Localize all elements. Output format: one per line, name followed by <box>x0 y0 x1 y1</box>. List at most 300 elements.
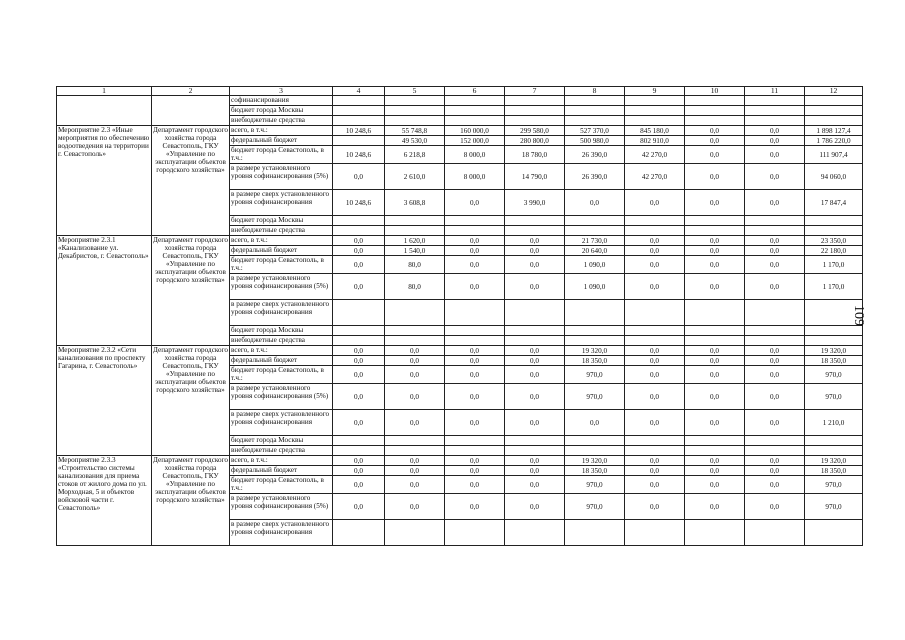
value-cell: 0,0 <box>745 126 805 136</box>
value-cell: 0,0 <box>685 164 745 190</box>
column-header-3: 3 <box>230 87 333 96</box>
value-cell: 10 248,6 <box>333 190 385 216</box>
value-cell: 0,0 <box>385 494 445 520</box>
value-cell: 500 980,0 <box>565 136 625 146</box>
source-cell: в размере сверх установленного уровня софинансирования <box>230 520 333 546</box>
value-cell: 0,0 <box>685 476 745 494</box>
value-cell <box>385 520 445 546</box>
value-cell: 18 350,0 <box>805 356 863 366</box>
value-cell <box>625 106 685 116</box>
value-cell <box>625 116 685 126</box>
value-cell: 970,0 <box>565 494 625 520</box>
value-cell: 19 320,0 <box>805 456 863 466</box>
value-cell: 970,0 <box>565 384 625 410</box>
value-cell: 299 580,0 <box>505 126 565 136</box>
value-cell: 21 730,0 <box>565 236 625 246</box>
responsible-cell <box>152 96 230 126</box>
value-cell <box>445 336 505 346</box>
value-cell: 0,0 <box>685 346 745 356</box>
value-cell: 970,0 <box>805 476 863 494</box>
value-cell <box>505 226 565 236</box>
value-cell <box>445 116 505 126</box>
value-cell <box>805 96 863 106</box>
value-cell: 0,0 <box>685 256 745 274</box>
value-cell: 0,0 <box>445 190 505 216</box>
value-cell: 0,0 <box>385 456 445 466</box>
source-cell: бюджет города Москвы <box>230 216 333 226</box>
value-cell <box>805 520 863 546</box>
value-cell: 0,0 <box>445 356 505 366</box>
value-cell <box>445 96 505 106</box>
source-cell: внебюджетные средства <box>230 446 333 456</box>
value-cell: 0,0 <box>385 384 445 410</box>
source-cell: федеральный бюджет <box>230 246 333 256</box>
value-cell: 3 608,8 <box>385 190 445 216</box>
value-cell <box>333 226 385 236</box>
value-cell: 18 780,0 <box>505 146 565 164</box>
measure-name-cell: Мероприятие 2.3.1 «Канализование ул. Декабристов, г. Севастополь» <box>57 236 152 346</box>
value-cell <box>805 446 863 456</box>
value-cell: 0,0 <box>565 190 625 216</box>
value-cell <box>685 216 745 226</box>
value-cell: 0,0 <box>445 346 505 356</box>
value-cell <box>685 520 745 546</box>
value-cell <box>745 216 805 226</box>
value-cell: 970,0 <box>565 476 625 494</box>
value-cell: 42 270,0 <box>625 146 685 164</box>
value-cell: 0,0 <box>685 366 745 384</box>
value-cell <box>385 216 445 226</box>
value-cell <box>565 300 625 326</box>
value-cell <box>445 226 505 236</box>
value-cell: 0,0 <box>385 366 445 384</box>
value-cell <box>745 96 805 106</box>
value-cell: 0,0 <box>625 366 685 384</box>
value-cell: 1 170,0 <box>805 256 863 274</box>
value-cell <box>505 216 565 226</box>
value-cell <box>745 436 805 446</box>
value-cell: 1 090,0 <box>565 274 625 300</box>
source-cell: в размере сверх установленного уровня софинансирования <box>230 300 333 326</box>
value-cell <box>805 226 863 236</box>
value-cell <box>745 106 805 116</box>
value-cell: 0,0 <box>745 236 805 246</box>
value-cell: 0,0 <box>385 346 445 356</box>
value-cell: 0,0 <box>625 346 685 356</box>
value-cell <box>805 436 863 446</box>
value-cell: 0,0 <box>333 164 385 190</box>
column-header-7: 7 <box>505 87 565 96</box>
value-cell: 0,0 <box>505 466 565 476</box>
value-cell <box>385 226 445 236</box>
value-cell <box>385 336 445 346</box>
column-header-11: 11 <box>745 87 805 96</box>
value-cell: 80,0 <box>385 256 445 274</box>
value-cell <box>745 226 805 236</box>
value-cell <box>565 226 625 236</box>
value-cell: 0,0 <box>505 236 565 246</box>
value-cell: 0,0 <box>685 126 745 136</box>
value-cell: 6 218,8 <box>385 146 445 164</box>
value-cell <box>745 326 805 336</box>
value-cell: 55 748,8 <box>385 126 445 136</box>
value-cell <box>565 520 625 546</box>
value-cell <box>685 436 745 446</box>
value-cell <box>625 446 685 456</box>
value-cell: 3 990,0 <box>505 190 565 216</box>
value-cell: 0,0 <box>625 466 685 476</box>
page-number: 109 <box>851 305 866 326</box>
value-cell: 0,0 <box>445 274 505 300</box>
value-cell: 0,0 <box>745 476 805 494</box>
value-cell: 0,0 <box>385 410 445 436</box>
value-cell: 0,0 <box>385 466 445 476</box>
value-cell: 0,0 <box>333 246 385 256</box>
source-cell: всего, в т.ч.: <box>230 456 333 466</box>
value-cell: 80,0 <box>385 274 445 300</box>
measure-name-cell <box>57 96 152 126</box>
source-cell: бюджет города Севастополь, в т.ч.: <box>230 146 333 164</box>
value-cell <box>385 116 445 126</box>
source-cell: внебюджетные средства <box>230 336 333 346</box>
value-cell: 2 610,0 <box>385 164 445 190</box>
value-cell: 19 320,0 <box>565 456 625 466</box>
value-cell: 0,0 <box>333 366 385 384</box>
value-cell: 0,0 <box>445 384 505 410</box>
value-cell: 0,0 <box>685 410 745 436</box>
source-cell: в размере установленного уровня софинансирования (5%) <box>230 384 333 410</box>
value-cell <box>445 300 505 326</box>
value-cell <box>685 226 745 236</box>
value-cell <box>505 300 565 326</box>
value-cell <box>565 96 625 106</box>
source-cell: бюджет города Москвы <box>230 436 333 446</box>
value-cell: 0,0 <box>505 274 565 300</box>
financing-table-sheet <box>56 86 862 546</box>
value-cell: 20 640,0 <box>565 246 625 256</box>
value-cell: 22 180,0 <box>805 246 863 256</box>
value-cell: 0,0 <box>685 190 745 216</box>
value-cell: 0,0 <box>333 410 385 436</box>
value-cell: 0,0 <box>745 164 805 190</box>
value-cell <box>333 216 385 226</box>
value-cell: 0,0 <box>625 356 685 366</box>
value-cell: 0,0 <box>625 384 685 410</box>
value-cell: 8 000,0 <box>445 164 505 190</box>
value-cell: 0,0 <box>745 466 805 476</box>
value-cell: 0,0 <box>445 476 505 494</box>
value-cell <box>805 336 863 346</box>
value-cell: 0,0 <box>745 274 805 300</box>
value-cell <box>505 326 565 336</box>
value-cell <box>685 96 745 106</box>
value-cell <box>745 446 805 456</box>
value-cell <box>685 336 745 346</box>
value-cell: 1 170,0 <box>805 274 863 300</box>
value-cell <box>445 326 505 336</box>
value-cell <box>505 436 565 446</box>
value-cell: 0,0 <box>625 456 685 466</box>
source-cell: всего, в т.ч.: <box>230 126 333 136</box>
responsible-cell: Департамент городского хозяйства города Севастополь, ГКУ «Управление по эксплуатации объектов городского хозяйства» <box>152 456 230 546</box>
value-cell: 0,0 <box>685 384 745 410</box>
value-cell: 527 370,0 <box>565 126 625 136</box>
table-row <box>57 126 863 136</box>
value-cell: 0,0 <box>333 456 385 466</box>
value-cell <box>445 446 505 456</box>
column-header-4: 4 <box>333 87 385 96</box>
value-cell: 0,0 <box>385 476 445 494</box>
value-cell <box>685 106 745 116</box>
value-cell: 280 800,0 <box>505 136 565 146</box>
value-cell <box>385 436 445 446</box>
value-cell: 14 790,0 <box>505 164 565 190</box>
value-cell <box>333 326 385 336</box>
value-cell <box>333 136 385 146</box>
value-cell: 0,0 <box>505 366 565 384</box>
value-cell: 0,0 <box>745 190 805 216</box>
value-cell: 0,0 <box>505 384 565 410</box>
value-cell: 0,0 <box>445 256 505 274</box>
source-cell: федеральный бюджет <box>230 136 333 146</box>
value-cell: 0,0 <box>745 136 805 146</box>
value-cell: 26 390,0 <box>565 164 625 190</box>
value-cell: 0,0 <box>505 410 565 436</box>
value-cell <box>625 216 685 226</box>
value-cell: 0,0 <box>625 476 685 494</box>
source-cell: бюджет города Москвы <box>230 106 333 116</box>
value-cell <box>385 300 445 326</box>
value-cell: 0,0 <box>685 146 745 164</box>
table-row <box>57 456 863 466</box>
value-cell <box>505 96 565 106</box>
value-cell: 802 910,0 <box>625 136 685 146</box>
value-cell <box>745 116 805 126</box>
value-cell: 0,0 <box>445 236 505 246</box>
value-cell: 0,0 <box>745 256 805 274</box>
value-cell: 0,0 <box>745 494 805 520</box>
value-cell <box>385 106 445 116</box>
value-cell: 0,0 <box>685 136 745 146</box>
value-cell: 845 180,0 <box>625 126 685 136</box>
value-cell: 0,0 <box>333 466 385 476</box>
value-cell: 970,0 <box>805 366 863 384</box>
value-cell: 10 248,6 <box>333 146 385 164</box>
value-cell: 0,0 <box>445 366 505 384</box>
value-cell: 970,0 <box>565 366 625 384</box>
value-cell: 26 390,0 <box>565 146 625 164</box>
value-cell <box>333 116 385 126</box>
value-cell: 18 350,0 <box>565 466 625 476</box>
value-cell: 970,0 <box>805 384 863 410</box>
value-cell: 0,0 <box>685 236 745 246</box>
value-cell <box>445 436 505 446</box>
value-cell: 0,0 <box>625 274 685 300</box>
source-cell: в размере установленного уровня софинансирования (5%) <box>230 164 333 190</box>
value-cell <box>333 106 385 116</box>
value-cell: 0,0 <box>333 236 385 246</box>
value-cell: 1 620,0 <box>385 236 445 246</box>
value-cell <box>745 336 805 346</box>
value-cell <box>625 520 685 546</box>
value-cell: 19 320,0 <box>565 346 625 356</box>
value-cell: 10 248,6 <box>333 126 385 136</box>
value-cell <box>625 300 685 326</box>
value-cell: 0,0 <box>445 466 505 476</box>
value-cell: 0,0 <box>333 476 385 494</box>
value-cell <box>565 216 625 226</box>
source-cell: бюджет города Севастополь, в т.ч.: <box>230 256 333 274</box>
column-header-5: 5 <box>385 87 445 96</box>
column-header-10: 10 <box>685 87 745 96</box>
source-cell: федеральный бюджет <box>230 356 333 366</box>
value-cell <box>445 106 505 116</box>
value-cell: 0,0 <box>565 410 625 436</box>
value-cell: 0,0 <box>505 476 565 494</box>
value-cell: 1 210,0 <box>805 410 863 436</box>
value-cell: 0,0 <box>685 466 745 476</box>
value-cell <box>625 96 685 106</box>
value-cell <box>565 436 625 446</box>
source-cell: в размере установленного уровня софинансирования (5%) <box>230 274 333 300</box>
value-cell: 1 090,0 <box>565 256 625 274</box>
value-cell <box>333 96 385 106</box>
value-cell <box>565 116 625 126</box>
value-cell: 0,0 <box>745 366 805 384</box>
value-cell <box>565 106 625 116</box>
source-cell: бюджет города Севастополь, в т.ч.: <box>230 476 333 494</box>
value-cell <box>625 436 685 446</box>
value-cell <box>625 336 685 346</box>
value-cell <box>685 326 745 336</box>
column-header-2: 2 <box>152 87 230 96</box>
value-cell <box>445 216 505 226</box>
value-cell <box>685 446 745 456</box>
value-cell: 0,0 <box>445 456 505 466</box>
value-cell <box>805 116 863 126</box>
source-cell: всего, в т.ч.: <box>230 346 333 356</box>
value-cell <box>625 226 685 236</box>
value-cell: 0,0 <box>333 346 385 356</box>
value-cell: 0,0 <box>625 410 685 436</box>
value-cell: 111 907,4 <box>805 146 863 164</box>
value-cell: 0,0 <box>333 494 385 520</box>
value-cell <box>505 106 565 116</box>
value-cell: 0,0 <box>505 494 565 520</box>
value-cell: 1 898 127,4 <box>805 126 863 136</box>
table-body <box>57 87 863 546</box>
value-cell <box>505 520 565 546</box>
value-cell <box>745 520 805 546</box>
column-header-8: 8 <box>565 87 625 96</box>
value-cell: 0,0 <box>505 346 565 356</box>
responsible-cell: Департамент городского хозяйства города Севастополь, ГКУ «Управление по эксплуатации объектов городского хозяйства» <box>152 346 230 456</box>
value-cell: 0,0 <box>385 356 445 366</box>
value-cell: 0,0 <box>685 494 745 520</box>
value-cell: 0,0 <box>745 356 805 366</box>
value-cell <box>625 326 685 336</box>
value-cell <box>385 326 445 336</box>
value-cell: 0,0 <box>745 246 805 256</box>
table-row <box>57 346 863 356</box>
financing-table <box>56 86 863 546</box>
value-cell: 0,0 <box>685 456 745 466</box>
source-cell: бюджет города Москвы <box>230 326 333 336</box>
value-cell <box>333 336 385 346</box>
measure-name-cell: Мероприятие 2.3 «Иные мероприятия по обеспечению водоотведения на территории г. Севастополь» <box>57 126 152 236</box>
value-cell: 49 530,0 <box>385 136 445 146</box>
value-cell: 0,0 <box>505 256 565 274</box>
value-cell: 0,0 <box>333 356 385 366</box>
value-cell <box>333 446 385 456</box>
value-cell <box>805 326 863 336</box>
responsible-cell: Департамент городского хозяйства города Севастополь, ГКУ «Управление по эксплуатации объектов городского хозяйства» <box>152 236 230 346</box>
source-cell: бюджет города Севастополь, в т.ч.: <box>230 366 333 384</box>
value-cell: 94 060,0 <box>805 164 863 190</box>
source-cell: внебюджетные средства <box>230 226 333 236</box>
value-cell: 0,0 <box>685 246 745 256</box>
value-cell <box>745 300 805 326</box>
value-cell <box>505 446 565 456</box>
source-cell: в размере установленного уровня софинансирования (5%) <box>230 494 333 520</box>
value-cell: 970,0 <box>805 494 863 520</box>
value-cell: 0,0 <box>625 494 685 520</box>
source-cell: софинансирования <box>230 96 333 106</box>
table-row <box>57 96 863 106</box>
value-cell <box>505 336 565 346</box>
value-cell: 0,0 <box>745 456 805 466</box>
value-cell <box>805 216 863 226</box>
value-cell: 1 786 220,0 <box>805 136 863 146</box>
table-row <box>57 236 863 246</box>
value-cell: 0,0 <box>505 246 565 256</box>
value-cell: 8 000,0 <box>445 146 505 164</box>
column-header-1: 1 <box>57 87 152 96</box>
value-cell: 0,0 <box>333 274 385 300</box>
column-header-9: 9 <box>625 87 685 96</box>
value-cell: 0,0 <box>745 410 805 436</box>
value-cell <box>805 106 863 116</box>
value-cell <box>565 446 625 456</box>
value-cell: 0,0 <box>445 494 505 520</box>
value-cell: 160 000,0 <box>445 126 505 136</box>
value-cell: 0,0 <box>445 410 505 436</box>
value-cell: 17 847,4 <box>805 190 863 216</box>
measure-name-cell: Мероприятие 2.3.3 «Строительство системы канализования для приема стоков от жилого дома по ул. Морходная, 5 и объектов войсковой части г. Севастополь» <box>57 456 152 546</box>
value-cell <box>445 520 505 546</box>
value-cell: 1 540,0 <box>385 246 445 256</box>
measure-name-cell: Мероприятие 2.3.2 «Сети канализования по проспекту Гагарина, г. Севастополь» <box>57 346 152 456</box>
value-cell <box>333 520 385 546</box>
value-cell: 0,0 <box>333 384 385 410</box>
value-cell: 0,0 <box>505 456 565 466</box>
value-cell: 19 320,0 <box>805 346 863 356</box>
value-cell: 0,0 <box>685 356 745 366</box>
source-cell: федеральный бюджет <box>230 466 333 476</box>
value-cell: 0,0 <box>505 356 565 366</box>
value-cell: 0,0 <box>745 146 805 164</box>
source-cell: в размере сверх установленного уровня софинансирования <box>230 410 333 436</box>
value-cell: 0,0 <box>625 236 685 246</box>
column-header-6: 6 <box>445 87 505 96</box>
value-cell: 42 270,0 <box>625 164 685 190</box>
value-cell: 0,0 <box>625 190 685 216</box>
value-cell <box>685 300 745 326</box>
value-cell <box>505 116 565 126</box>
value-cell: 0,0 <box>745 384 805 410</box>
header-row <box>57 87 863 96</box>
value-cell: 0,0 <box>745 346 805 356</box>
